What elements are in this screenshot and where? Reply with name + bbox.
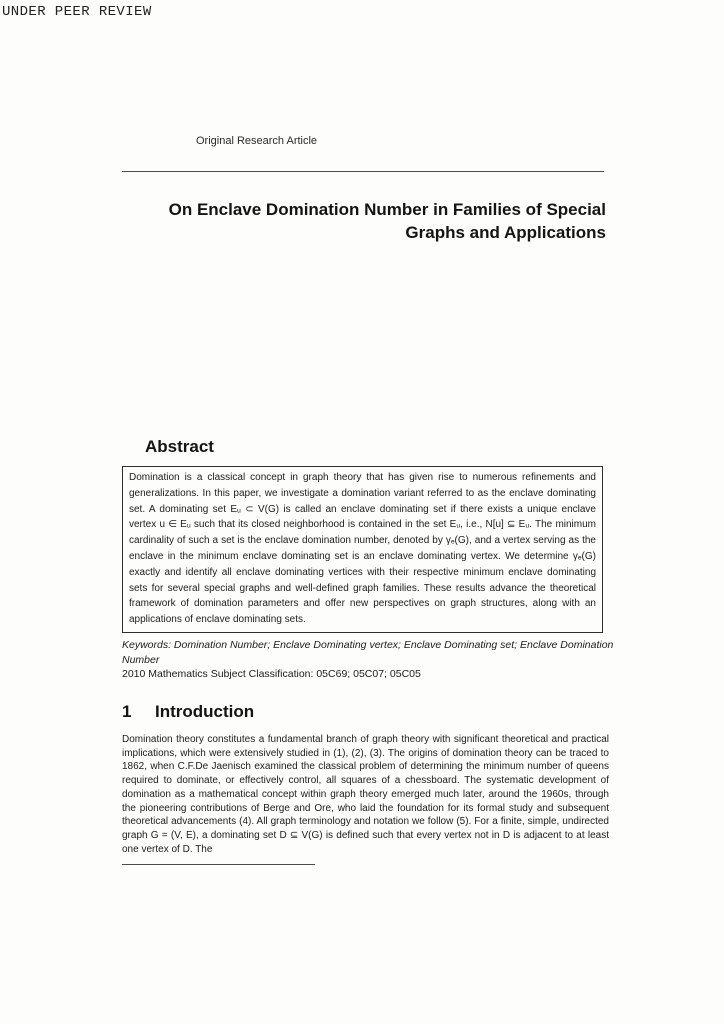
abstract-heading: Abstract (145, 437, 214, 456)
abstract-text: Domination is a classical concept in graph theory that has given rise to numerous refinements and generalizations. In this paper, we investigate a domination variant referred to as the enclave dominating set. A dominating set Eᵤ ⊂ V(G) is called an enclave dominating set if there exists a unique enclave vertex u ∈ Eᵤ such that its closed neighborhood is contained in the set Eᵤ, i.e., N[u] ⊆ Eᵤ. The minimum cardinality of such a set is the enclave domination number, denoted by γₑ(G), and a vertex serving as the enclave in the minimum enclave dominating set is an enclave dominating vertex. We determine γₑ(G) exactly and identify all enclave dominating vertices with their respective minimum enclave dominating sets for several special graphs and well-defined graph families. These results advance the theoretical framework of domination parameters and offer new perspectives on graph structures, along with an applications of enclave dominating sets. (129, 472, 596, 626)
introduction-paragraph: Domination theory constitutes a fundamental branch of graph theory with significant theoretical and practical implications, which were extensively studied in (1), (2), (3). The origins of domination theory can be traced to 1862, when C.F.De Jaenisch examined the classical problem of determining the minimum number of queens required to dominate, or effectively control, all squares of a chessboard. The systematic development of domination as a mathematical concept within graph theory emerged much later, around the 1960s, through the pioneering contributions of Berge and Ore, who laid the foundation for its formal study and subsequent theoretical advancements (4). All graph terminology and notation we follow (5). For a finite, simple, undirected graph G = (V, E), a dominating set D ⊆ V(G) is defined such that every vertex not in D is adjacent to at least one vertex of D. The (122, 734, 609, 855)
abstract-box (122, 466, 603, 633)
paper-title-line-1: On Enclave Domination Number in Families of Special (168, 200, 606, 219)
paper-title (120, 198, 606, 244)
section-1-title: Introduction (155, 702, 255, 721)
peer-review-watermark: UNDER PEER REVIEW (2, 4, 152, 20)
title-divider-rule (122, 171, 604, 172)
section-1-number: 1 (122, 702, 132, 721)
paper-title-line-2: Graphs and Applications (405, 223, 606, 242)
footnote-rule (122, 864, 315, 865)
keywords-line: Keywords: Domination Number; Enclave Dominating vertex; Enclave Dominating set; Enclave Domination Number (122, 639, 614, 666)
msc-classification-line: 2010 Mathematics Subject Classification: 05C69; 05C07; 05C05 (122, 668, 421, 680)
section-1-heading (122, 702, 254, 722)
article-type-label: Original Research Article (196, 135, 318, 147)
